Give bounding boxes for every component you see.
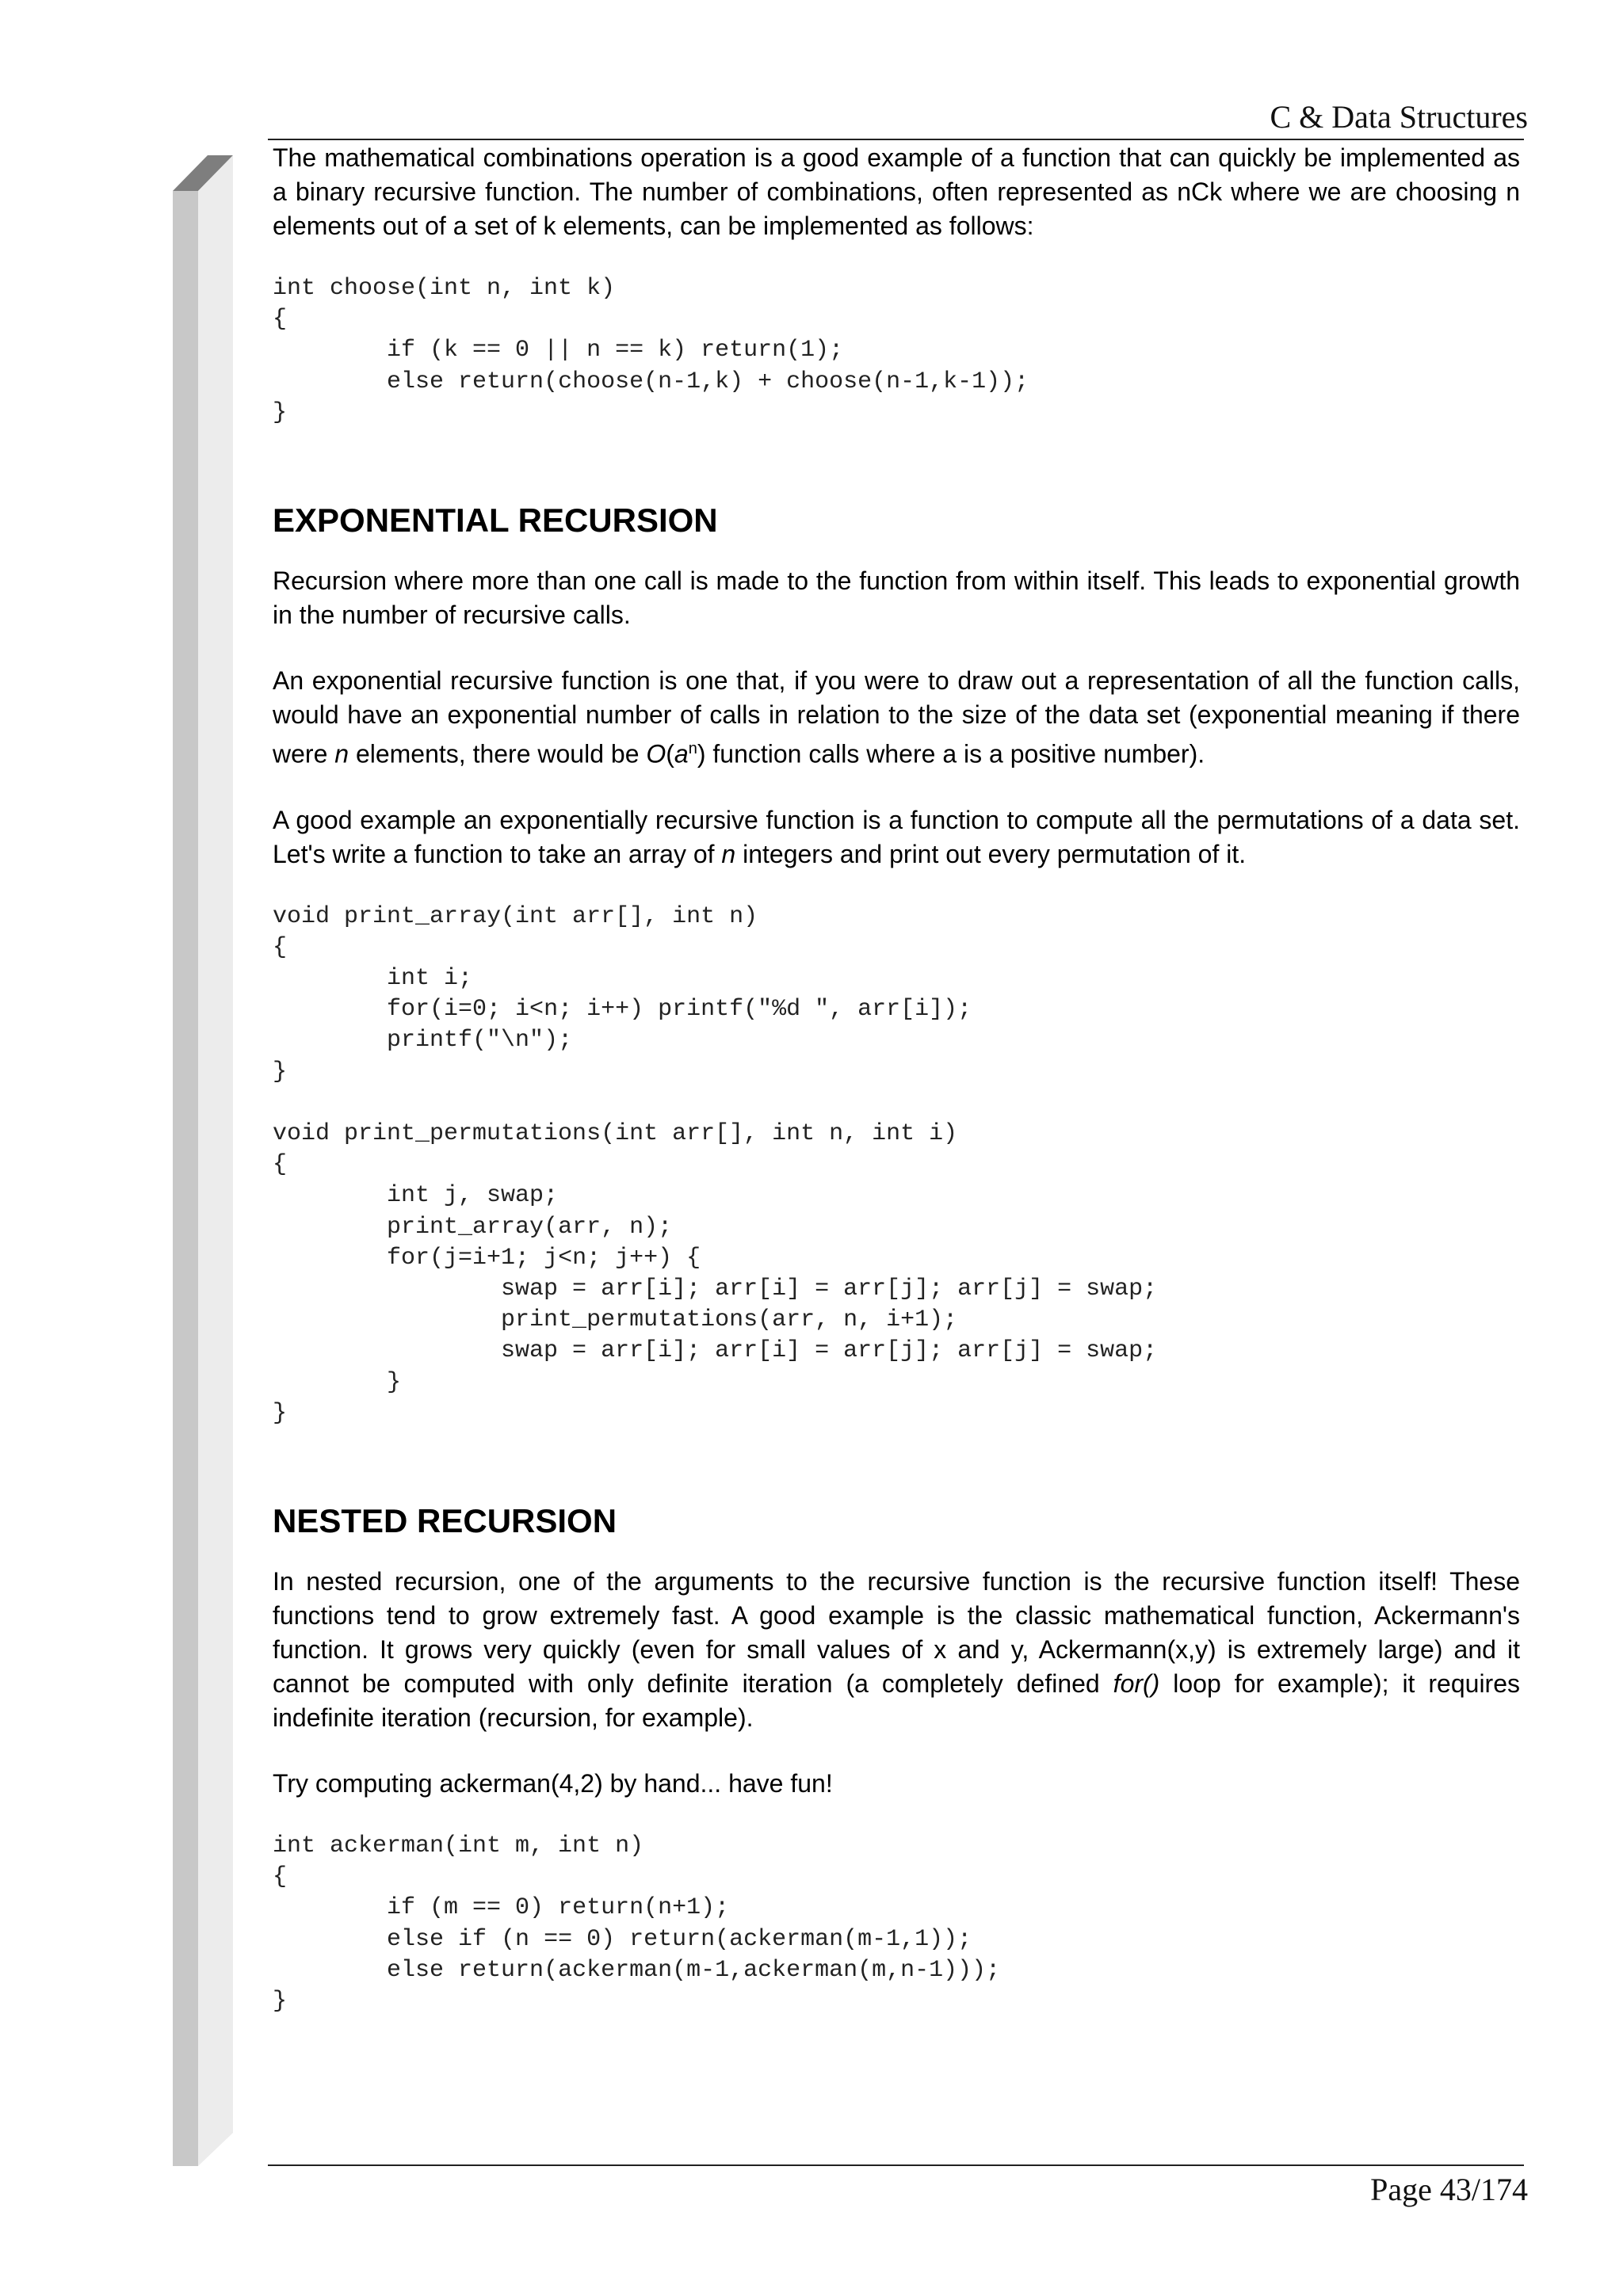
sidebar-decoration — [173, 155, 268, 2166]
section-heading-exponential: EXPONENTIAL RECURSION — [273, 502, 718, 540]
page-content — [273, 141, 1520, 2017]
running-header: C & Data Structures — [1270, 99, 1528, 135]
code-block-ackerman: int ackerman(int m, int n) { if (m == 0) return(n+1); else if (n == 0) return(ackerman(m-1,1)); else return(ackerman(m-1,ackerman(m,n-1))); } — [273, 1832, 1001, 2015]
code-block-print-array: void print_array(int arr[], int n) { int i; for(i=0; i<n; i++) printf("%d ", arr[i]); printf("\n"); } — [273, 902, 972, 1085]
section-heading-nested: NESTED RECURSION — [273, 1501, 617, 1539]
footer-rule — [268, 2164, 1524, 2166]
page-number: Page 43/174 — [1370, 2172, 1528, 2207]
intro-paragraph: The mathematical combinations operation is a good example of a function that can quickly be implemented as a binary recursive function. The number of combinations, often represented as nCk where we are choosing n elements out of a set of k elements, can be implemented as follows: — [273, 143, 1520, 240]
exponential-paragraph-3: A good example an exponentially recursive function is a function to compute all the permutations of a data set. Let's write a function to take an array of n integers and print out every permutation of it. — [273, 805, 1520, 868]
exponential-paragraph-2: An exponential recursive function is one that, if you were to draw out a representation of all the function calls, would have an exponential number of calls in relation to the size of the data set (exponential meaning if there were n elements, there would be $O(a^n)$ function calls where a is a positive number). — [273, 666, 1520, 769]
header-rule — [268, 139, 1524, 140]
nested-paragraph-2: Try computing ackerman(4,2) by hand... have fun! — [273, 1768, 833, 1798]
exponential-paragraph-1: Recursion where more than one call is made to the function from within itself. This leads to exponential growth in the number of recursive calls. — [273, 566, 1520, 630]
nested-paragraph-1: In nested recursion, one of the arguments to the recursive function is the recursive function itself! These functions tend to grow extremely fast. A good example is the classic mathematical function, Ackermann's function. It grows very quickly (even for small values of x and y, Ackermann(x,y) is extremely large) and it cannot be computed with only definite iteration (a completely defined for() loop for example); it requires indefinite iteration (recursion, for example). — [273, 1566, 1521, 1732]
code-block-choose: int choose(int n, int k) { if (k == 0 || n == k) return(1); else return(choose(n-1,k) + choose(n-1,k-1)); } — [273, 275, 1029, 426]
code-block-print-permutations: void print_permutations(int arr[], int n, int i) { int j, swap; print_array(arr, n); for(j=i+1; j<n; j++) { swap = arr[i]; arr[i] = arr[j]; arr[j] = swap; print_permutations(arr, n, i+1); swap = arr[i]; arr[i] = arr[j]; arr[j] = swap; } } — [273, 1119, 1158, 1427]
